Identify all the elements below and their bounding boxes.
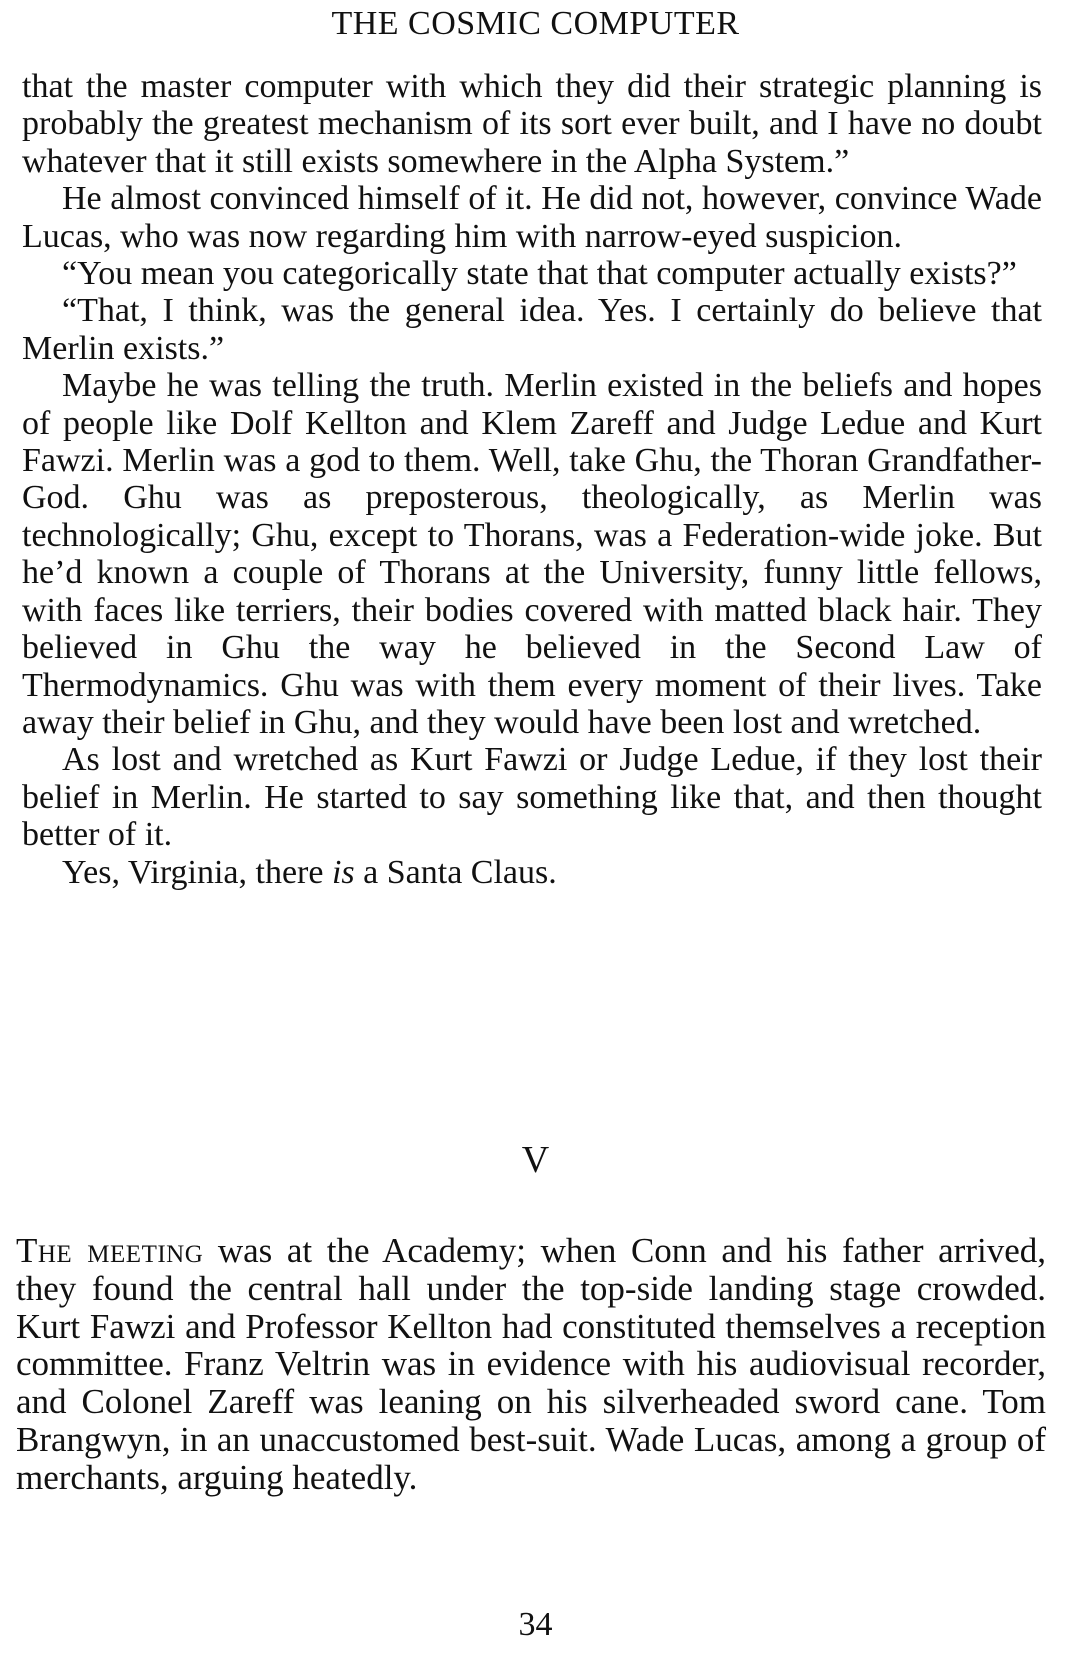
paragraph: “That, I think, was the general idea. Yes. I certainly do believe that Merlin exists.” <box>22 292 1042 367</box>
paragraph: Maybe he was telling the truth. Merlin existed in the beliefs and hopes of people like Dolf Kellton and Klem Zareff and Judge Ledue and Kurt Fawzi. Merlin was a god to them. Well, take Ghu, the Thoran Grandfather-God. Ghu was as preposterous, theologically, as Merlin was technologically; Ghu, except to Thorans, was a Federation-wide joke. But he’d known a couple of Thorans at the University, funny little fellows, with faces like terriers, their bodies covered with matted black hair. They believed in Ghu the way he believed in the Second Law of Thermodynamics. Ghu was with them every moment of their lives. Take away their belief in Ghu, and they would have been lost and wretched. <box>22 367 1042 741</box>
paragraph-continuation: that the master computer with which they did their strategic planning is probably the greatest mechanism of its sort ever built, and I have no doubt whatever that it still exists somewhere in the Alpha System.” <box>22 68 1042 180</box>
chapter-number: V <box>521 1139 550 1181</box>
chapter-opening-small-caps: The meeting <box>16 1231 204 1270</box>
page-number: 34 <box>518 1606 553 1643</box>
paragraph: As lost and wretched as Kurt Fawzi or Judge Ledue, if they lost their belief in Merlin. He started to say something like that, and then thought better of it. <box>22 741 1042 854</box>
paragraph: He almost convinced himself of it. He did not, however, convince Wade Lucas, who was now regarding him with narrow-eyed suspicion. <box>22 180 1042 255</box>
final-line-after: a Santa Claus. <box>354 853 557 891</box>
chapter-opening-paragraph <box>16 1232 1046 1497</box>
running-head: THE COSMIC COMPUTER <box>331 5 740 42</box>
paragraph-final-line <box>22 854 1042 891</box>
chapter-opening-text: was at the Academy; when Conn and his father arrived, they found the central hall under the top-side landing stage crowded. Kurt Fawzi and Professor Kellton had constituted themselves a reception committee. Franz Veltrin was in evidence with his audiovisual recorder, and Colonel Zareff was leaning on his silverheaded sword cane. Tom Brangwyn, in an unaccustomed best-suit. Wade Lucas, among a group of merchants, arguing heatedly. <box>16 1231 1047 1497</box>
chapter-opening-block <box>16 1232 1046 1497</box>
paragraph: “You mean you categorically state that that computer actually exists?” <box>62 255 1017 293</box>
text-block-continued <box>22 68 1042 891</box>
final-line-before: Yes, Virginia, there <box>62 853 332 891</box>
final-line-emphasis: is <box>331 853 355 891</box>
